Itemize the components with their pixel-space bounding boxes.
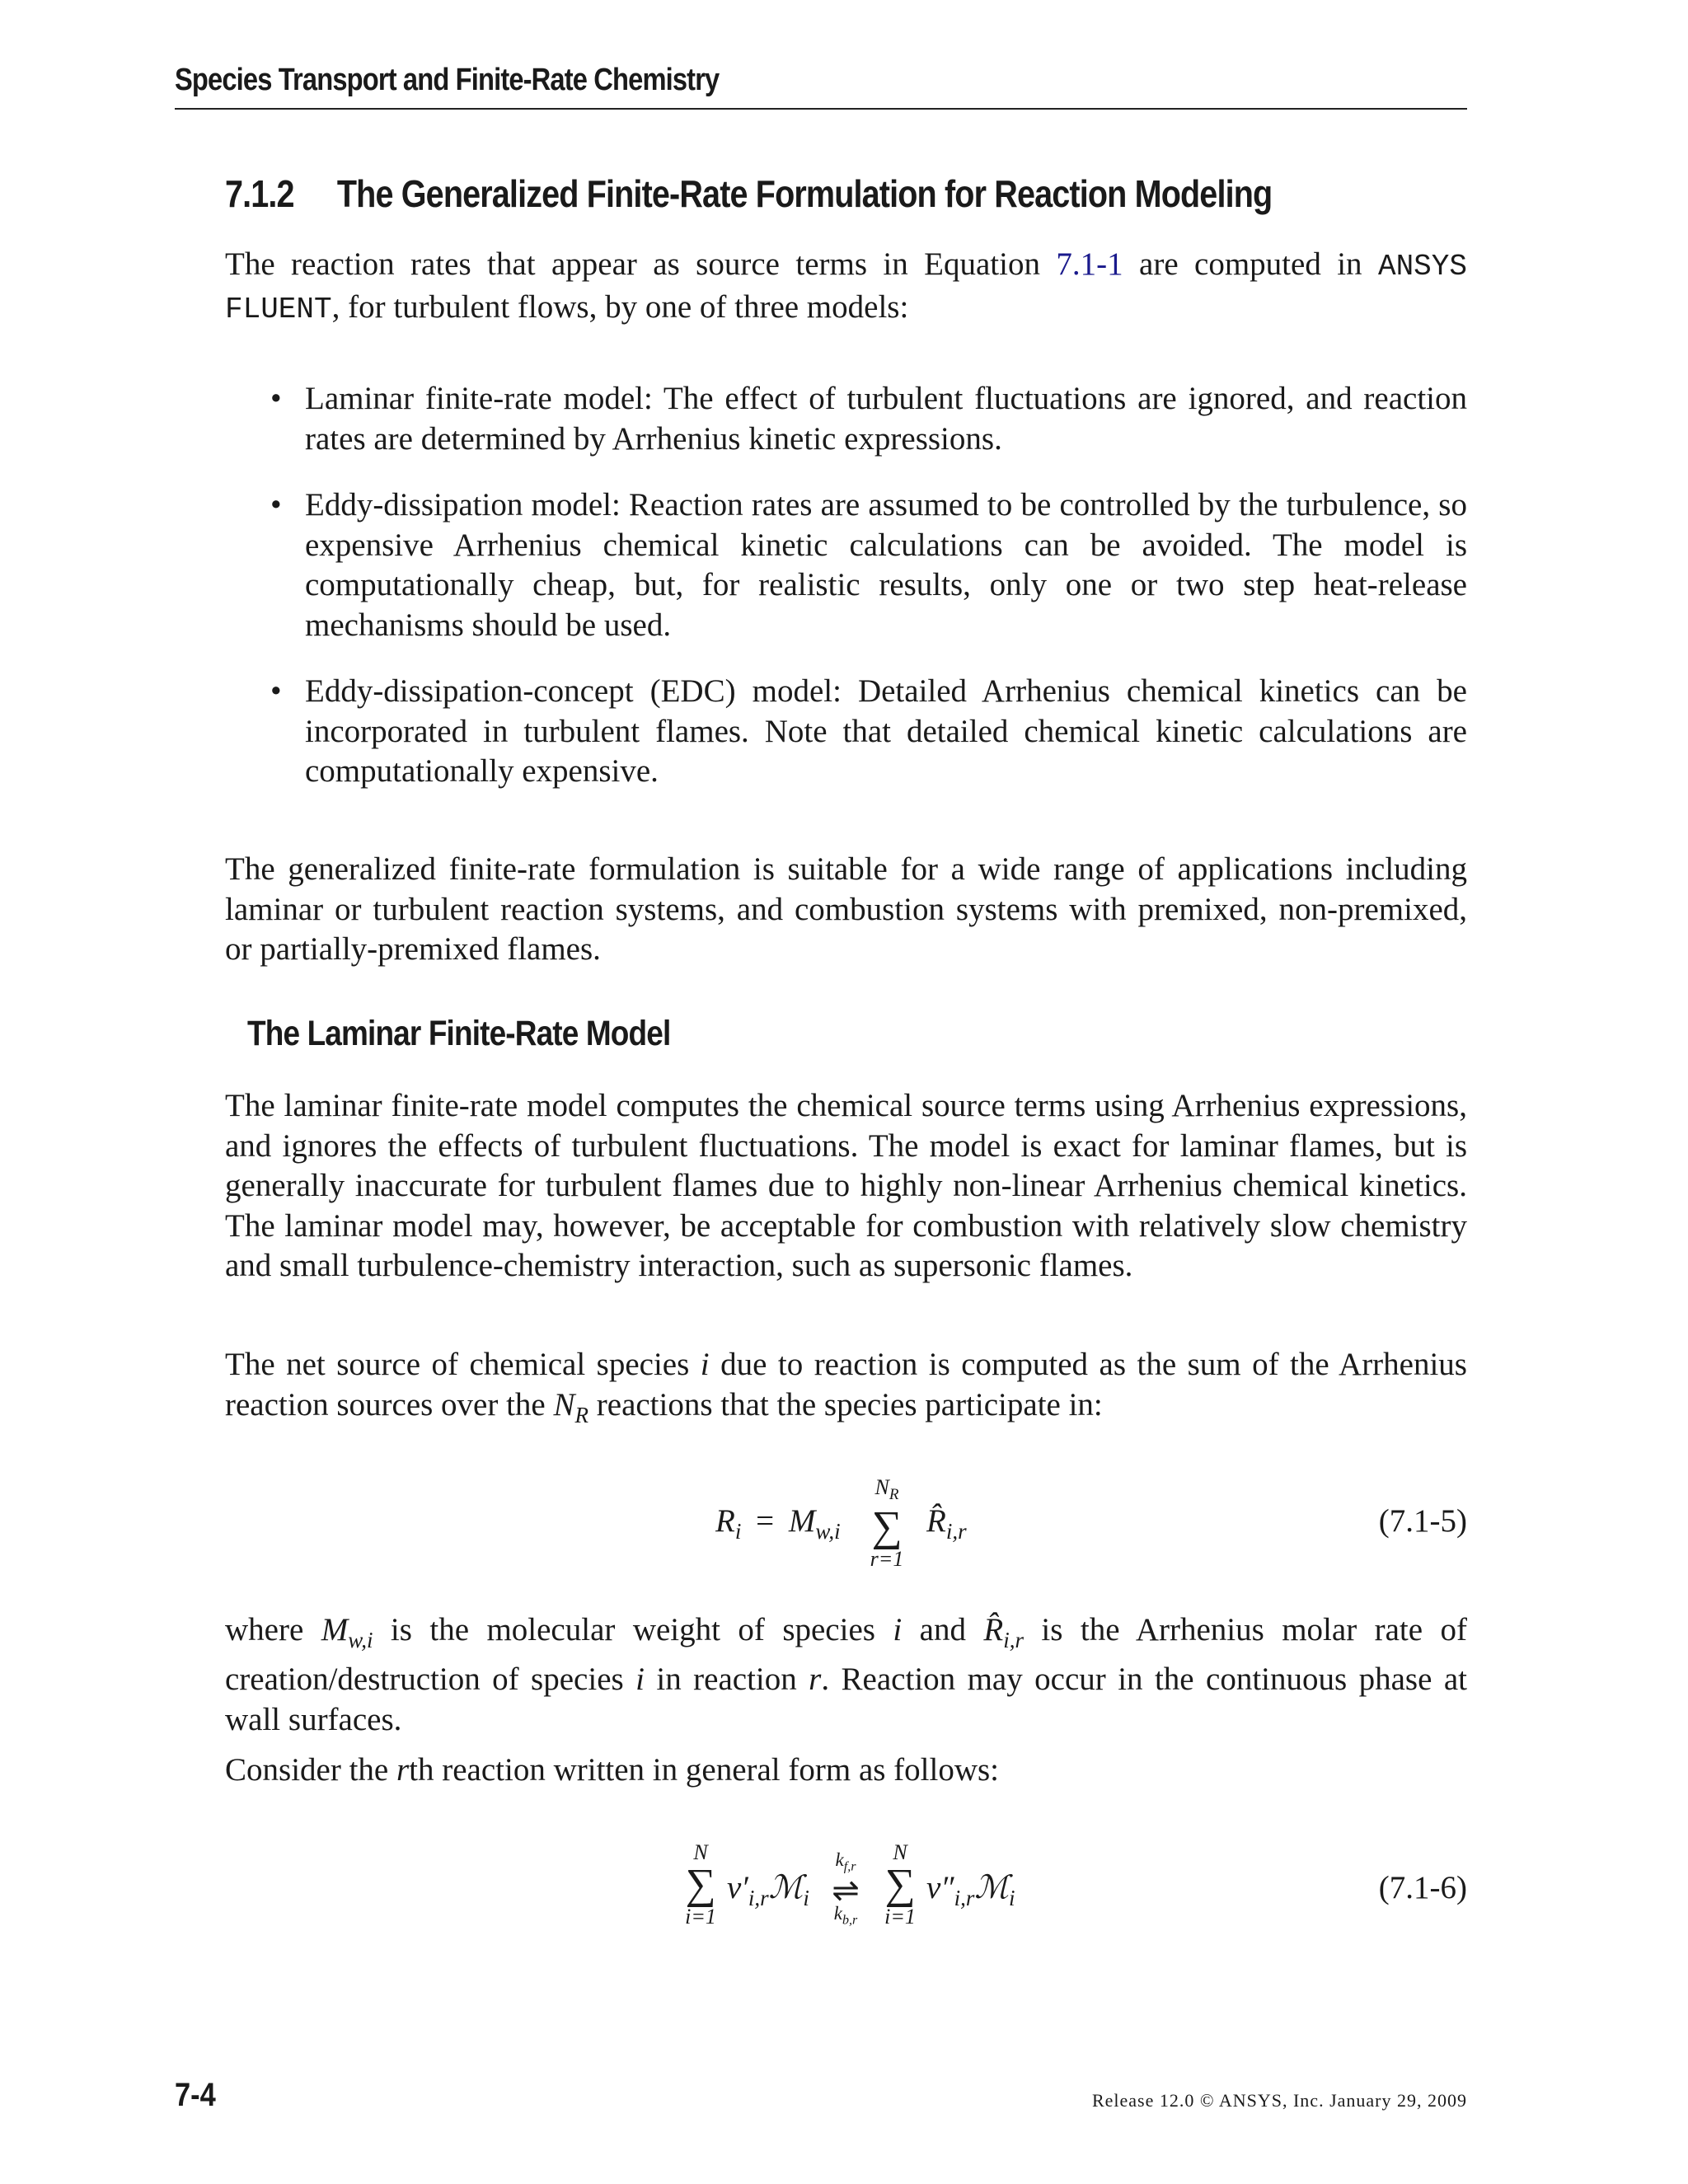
section-title: The Generalized Finite-Rate Formulation for Reaction Modeling <box>336 172 1273 215</box>
math-subscript: i,r <box>945 1518 967 1544</box>
math-var: R̂ <box>926 1503 946 1539</box>
math-var: ℳ <box>768 1870 804 1905</box>
text: . Reaction may occur in the continuous phase at wall surfaces. <box>225 1661 1467 1737</box>
text: reactions that the species participate in: <box>588 1386 1103 1422</box>
math-var: ν′ <box>727 1870 748 1905</box>
math-var: M <box>321 1612 349 1647</box>
sigma-icon: ∑ <box>884 1861 916 1908</box>
equation-link[interactable]: 7.1-1 <box>1056 246 1123 282</box>
section-number: 7.1.2 <box>225 172 294 215</box>
intro-text-2: are computed in <box>1123 246 1378 282</box>
text: in reaction <box>644 1661 809 1698</box>
sum-lower: i=1 <box>884 1905 916 1929</box>
text: th reaction written in general form as follows: <box>409 1752 1000 1788</box>
equation-number: (7.1-6) <box>1378 1870 1467 1905</box>
sigma-icon: ∑ <box>871 1503 903 1551</box>
math-var: R <box>715 1503 735 1539</box>
page-number: 7-4 <box>175 2077 216 2113</box>
rate-arrows <box>821 1851 870 1929</box>
text: and <box>902 1612 984 1647</box>
paragraph-text: The laminar finite-rate model computes the chemical source terms using Arrhenius expressions, and ignores the effects of turbulent fluctuations. The model is exact for laminar flames, but is generally inaccurate for turbulent flames due to highly non-linear Arrhenius chemical kinetics. The laminar model may, however, be acceptable for combustion with relatively slow chemistry and small turbulence-chemistry interaction, such as supersonic flames. <box>225 1088 1467 1283</box>
math-var: R̂ <box>983 1612 1004 1647</box>
math-subscript: i <box>734 1518 742 1544</box>
eq-left-term <box>727 1869 809 1911</box>
eq-right-term <box>926 1869 1015 1911</box>
sum-upper: N <box>693 1840 708 1864</box>
net-source-paragraph <box>225 1345 1467 1435</box>
sum-upper: N <box>893 1840 907 1864</box>
kb-sub: b,r <box>842 1913 858 1928</box>
list-item <box>270 485 1467 645</box>
sum-upper-sub: R <box>889 1486 899 1504</box>
intro-text-3: , for turbulent flows, by one of three models: <box>331 288 909 325</box>
text: is the Arrhenius molar rate of creation/destruction of species <box>225 1612 1467 1698</box>
header-rule <box>175 108 1467 110</box>
eq-lhs <box>715 1502 841 1544</box>
summation-left <box>676 1842 725 1928</box>
math-subscript: i,r <box>1003 1627 1024 1652</box>
math-var: i <box>893 1612 903 1647</box>
laminar-paragraph <box>225 1086 1467 1286</box>
summation <box>862 1477 912 1570</box>
section-heading <box>225 171 1272 216</box>
summation-right <box>875 1842 925 1928</box>
kf: k <box>835 1849 844 1870</box>
equation-number: (7.1-5) <box>1378 1503 1467 1539</box>
sum-lower: r=1 <box>870 1547 904 1572</box>
math-var: ν″ <box>926 1870 954 1905</box>
kf-sub: f,r <box>843 1859 856 1874</box>
intro-paragraph <box>225 245 1467 330</box>
release-note: Release 12.0 © ANSYS, Inc. January 29, 2009 <box>1091 2090 1467 2111</box>
text: is the molecular weight of species <box>373 1612 893 1647</box>
eq-term <box>926 1502 967 1544</box>
kb: k <box>833 1902 842 1924</box>
math-var: r <box>809 1661 822 1698</box>
math-var: r <box>396 1752 410 1788</box>
product-name: ANSYS FLUENT <box>225 250 1467 326</box>
math-var: ℳ <box>974 1870 1010 1905</box>
math-subscript: i,r <box>954 1885 975 1910</box>
math-subscript: R <box>574 1402 589 1427</box>
text: Consider the <box>225 1752 396 1788</box>
intro-text-1: The reaction rates that appear as source terms in Equation <box>225 246 1057 282</box>
math-subscript: i,r <box>748 1885 769 1910</box>
consider-paragraph <box>225 1750 1467 1791</box>
math-subscript: w,i <box>815 1518 841 1544</box>
generalized-paragraph <box>225 850 1467 970</box>
paragraph-text: The generalized finite-rate formulation is suitable for a wide range of applications including laminar or turbulent reaction systems, and combustion systems with premixed, non-premixed, or partially-premixed flames. <box>225 851 1467 967</box>
where-paragraph <box>225 1610 1467 1740</box>
bullet-icon: • <box>270 381 282 416</box>
text: The net source of chemical species <box>225 1347 701 1382</box>
math-subscript: i <box>803 1885 809 1910</box>
math-subscript: w,i <box>348 1627 373 1652</box>
model-list <box>270 379 1467 818</box>
subsection-title: The Laminar Finite-Rate Model <box>247 1014 671 1053</box>
sum-upper: N <box>874 1475 889 1499</box>
sum-lower: i=1 <box>685 1905 716 1929</box>
list-item-text: Eddy-dissipation-concept (EDC) model: Detailed Arrhenius chemical kinetics can be incorporated in turbulent flames. Note that detailed chemical kinetic calculations are computationally expensive. <box>305 673 1467 789</box>
equilibrium-arrows-icon: ⇌ <box>832 1871 860 1909</box>
list-item <box>270 379 1467 459</box>
text: where <box>225 1612 321 1647</box>
bullet-icon: • <box>270 487 282 523</box>
running-head: Species Transport and Finite-Rate Chemistry <box>175 63 720 97</box>
equals-sign: = <box>756 1503 775 1539</box>
math-var: i <box>635 1661 645 1698</box>
bullet-icon: • <box>270 673 282 709</box>
text: due to reaction is computed as the sum of the Arrhenius reaction sources over the <box>225 1347 1467 1422</box>
math-var: i <box>700 1347 710 1382</box>
list-item-text: Laminar finite-rate model: The effect of turbulent fluctuations are ignored, and reaction rates are determined by Arrhenius kinetic expressions. <box>305 381 1467 457</box>
math-var: M <box>788 1503 816 1539</box>
list-item-text: Eddy-dissipation model: Reaction rates are assumed to be controlled by the turbulence, so expensive Arrhenius chemical kinetic calculations can be avoided. The model is computationally cheap, but, for realistic results, only one or two step heat-release mechanisms should be used. <box>305 487 1467 643</box>
math-var: N <box>553 1386 575 1422</box>
list-item <box>270 672 1467 792</box>
sigma-icon: ∑ <box>685 1861 716 1908</box>
math-subscript: i <box>1009 1885 1015 1910</box>
